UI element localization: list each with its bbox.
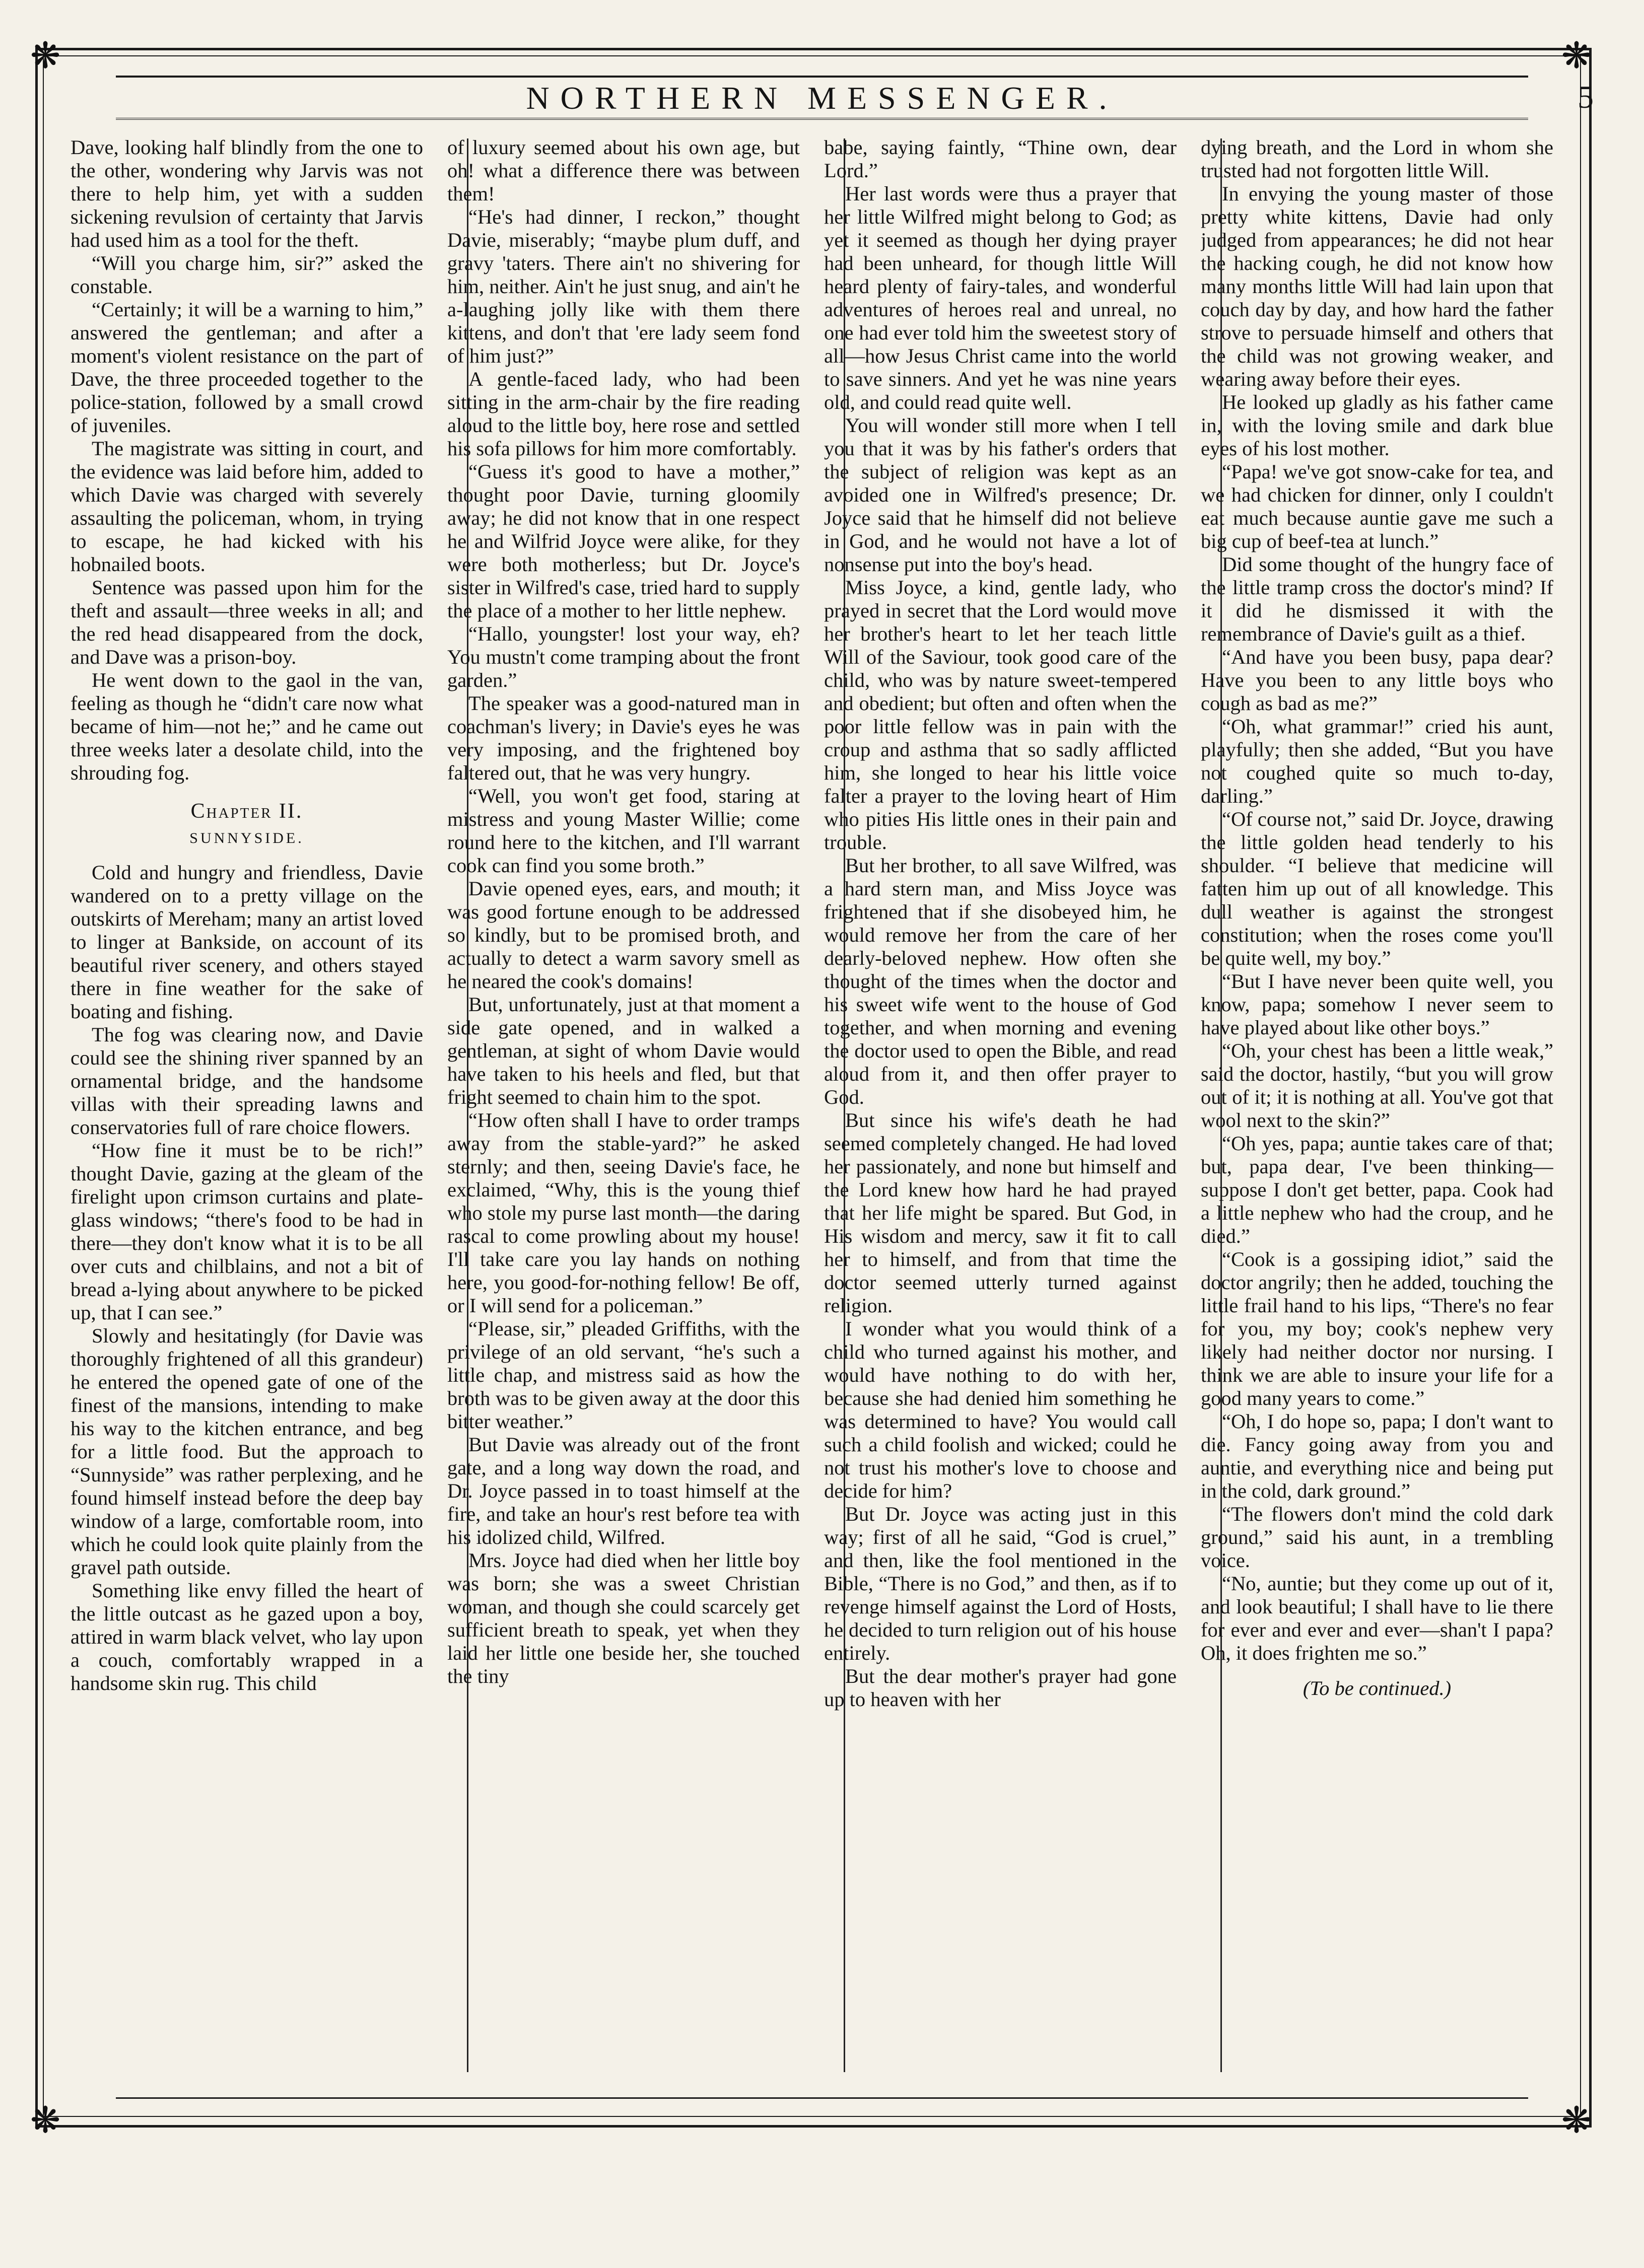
- to-be-continued: (To be continued.): [1303, 1677, 1452, 1699]
- paragraph: “And have you been busy, papa dear? Have you been to any little boys who cough as bad as me?”: [1201, 646, 1553, 715]
- paragraph: “How fine it must be to be rich!” thought Davie, gazing at the gleam of the firelight upon crimson curtains and plate-glass windows; “there's food to be had in there—they don't know what it is to be all over cuts and chilblains, and not a bit of bread a-lying about anywhere to be picked up, that I can see.”: [71, 1139, 423, 1324]
- paragraph: He went down to the gaol in the van, feeling as though he “didn't care now what became of him—not he;” and he came out three weeks later a desolate child, into the shrouding fog.: [71, 669, 423, 784]
- paragraph: “Cook is a gossiping idiot,” said the doctor angrily; then he added, touching the little frail hand to his lips, “There's no fear for you, my boy; cook's nephew very likely had neither doctor nor nursing. I think we are able to insure your life for a good many years to come.”: [1201, 1248, 1553, 1409]
- paragraph: But Dr. Joyce was acting just in this way; first of all he said, “God is cruel,” and then, like the fool mentioned in the Bible, “There is no God,” and then, as if to revenge himself against the Lord of Hosts, he decided to turn religion out of his house entirely.: [824, 1503, 1177, 1664]
- paragraph: “Papa! we've got snow-cake for tea, and we had chicken for dinner, only I couldn't eat much because auntie gave me such a big cup of beef-tea at lunch.”: [1201, 460, 1553, 552]
- paragraph: The fog was clearing now, and Davie could see the shining river spanned by an ornamental bridge, and the handsome villas with their spreading lawns and conservatories full of rare choice flowers.: [71, 1023, 423, 1139]
- paragraph: I wonder what you would think of a child who turned against his mother, and would have nothing to do with her, because she had denied him something he was determined to have? You would call such a child foolish and wicked; could he not trust his mother's love to choose and decide for him?: [824, 1317, 1177, 1502]
- paragraph: “How often shall I have to order tramps away from the stable-yard?” he asked sternly; and then, seeing Davie's face, he exclaimed, “Why, this is the young thief who stole my purse last month—the daring rascal to come prowling about my house! I'll take care you lay hands on nothing here, you good-for-nothing fellow! Be off, or I will send for a policeman.”: [447, 1109, 800, 1317]
- paragraph: dying breath, and the Lord in whom she trusted had not forgotten little Will.: [1201, 136, 1553, 182]
- page-title: NORTHERN MESSENGER.: [526, 80, 1118, 116]
- bottom-rule: [116, 2097, 1528, 2099]
- paragraph: “Hallo, youngster! lost your way, eh? You mustn't come tramping about the front garden.”: [447, 622, 800, 691]
- corner-ornament-icon: ❋: [30, 2099, 61, 2141]
- text-column: [447, 136, 800, 2075]
- paragraph: “But I have never been quite well, you know, papa; somehow I never seem to have played about like other boys.”: [1201, 970, 1553, 1039]
- paragraph: Mrs. Joyce had died when her little boy was born; she was a sweet Christian woman, and though she could scarcely get sufficient breath to speak, yet when they laid her little one beside her, she touched the tiny: [447, 1549, 800, 1687]
- paragraph: “Oh, I do hope so, papa; I don't want to die. Fancy going away from you and auntie, and everything nice and being put in the cold, dark ground.”: [1201, 1410, 1553, 1502]
- paragraph: But Davie was already out of the front gate, and a long way down the road, and Dr. Joyce passed in to toast himself at the fire, and take an hour's rest before tea with his idolized child, Wilfred.: [447, 1433, 800, 1548]
- paragraph: A gentle-faced lady, who had been sitting in the arm-chair by the fire reading aloud to the little boy, here rose and settled his sofa pillows for him more comfortably.: [447, 368, 800, 460]
- masthead: [116, 76, 1594, 120]
- paragraph: Did some thought of the hungry face of the little tramp cross the doctor's mind? If it did he dismissed it with the remembrance of Davie's guilt as a thief.: [1201, 553, 1553, 645]
- paragraph: But her brother, to all save Wilfred, was a hard stern man, and Miss Joyce was frightened that if she disobeyed him, he would remove her from the care of her dearly-beloved nephew. How often she thought of the times when the doctor and his sweet wife went to the house of God together, and when morning and evening the doctor used to open the Bible, and read aloud from it, and then offer prayer to God.: [824, 854, 1177, 1108]
- text-column: [824, 136, 1177, 2075]
- paragraph: Sentence was passed upon him for the theft and assault—three weeks in all; and the red head disappeared from the dock, and Dave was a prison-boy.: [71, 576, 423, 668]
- page-number: 5: [1578, 79, 1594, 115]
- paragraph: “Will you charge him, sir?” asked the constable.: [71, 252, 423, 298]
- paragraph: babe, saying faintly, “Thine own, dear Lord.”: [824, 136, 1177, 182]
- paragraph: “Oh yes, papa; auntie takes care of that; but, papa dear, I've been thinking—suppose I don't get better, papa. Cook had a little nephew who had the croup, and he died.”: [1201, 1132, 1553, 1247]
- corner-ornament-icon: ❋: [30, 34, 61, 77]
- paragraph: The magistrate was sitting in court, and the evidence was laid before him, added to which Davie was charged with severely assaulting the policeman, whom, in trying to escape, he had kicked with his hobnailed boots.: [71, 437, 423, 576]
- paragraph: Something like envy filled the heart of the little outcast as he gazed upon a boy, attired in warm black velvet, who lay upon a couch, comfortably wrapped in a handsome skin rug. This child: [71, 1579, 423, 1694]
- paragraph: “Please, sir,” pleaded Griffiths, with the privilege of an old servant, “he's such a little chap, and mistress said as how the broth was to be given away at the door this bitter weather.”: [447, 1317, 800, 1433]
- paragraph: But, unfortunately, just at that moment a side gate opened, and in walked a gentleman, at sight of whom Davie would have taken to his heels and fled, but that fright seemed to chain him to the spot.: [447, 993, 800, 1108]
- paragraph: Cold and hungry and friendless, Davie wandered on to a pretty village on the outskirts of Mereham; many an artist loved to linger at Bankside, on account of its beautiful river scenery, and others stayed there in fine weather for the sake of boating and fishing.: [71, 861, 423, 1023]
- corner-ornament-icon: ❋: [1561, 2099, 1592, 2141]
- paragraph: You will wonder still more when I tell you that it was by his father's orders that the subject of religion was kept as an avoided one in Wilfred's presence; Dr. Joyce said that he himself did not believe in God, and he would not have a lot of nonsense put into the boy's head.: [824, 414, 1177, 576]
- paragraph: “Guess it's good to have a mother,” thought poor Davie, turning gloomily away; he did not know that in one respect he and Wilfrid Joyce were alike, for they were both motherless; but Dr. Joyce's sister in Wilfred's case, tried hard to supply the place of a mother to her little nephew.: [447, 460, 800, 622]
- paragraph: “Certainly; it will be a warning to him,” answered the gentleman; and after a moment's violent resistance on the part of Dave, the three proceeded together to the police-station, followed by a small crowd of juveniles.: [71, 298, 423, 437]
- paragraph: “The flowers don't mind the cold dark ground,” said his aunt, in a trembling voice.: [1201, 1503, 1553, 1572]
- corner-ornament-icon: ❋: [1561, 34, 1592, 77]
- paragraph: “Of course not,” said Dr. Joyce, drawing the little golden head tenderly to his shoulder. “I believe that medicine will fatten him up out of all knowledge. This dull weather is against the strongest constitution; when the roses come you'll be quite well, my boy.”: [1201, 808, 1553, 969]
- paragraph: “Well, you won't get food, staring at mistress and young Master Willie; come round here to the kitchen, and I'll warrant cook can find you some broth.”: [447, 785, 800, 877]
- paragraph: “Oh, your chest has been a little weak,” said the doctor, hastily, “but you will grow out of it; it is nothing at all. You've got that wool next to the skin?”: [1201, 1039, 1553, 1131]
- paragraph: Dave, looking half blindly from the one to the other, wondering why Jarvis was not there to help him, yet with a sudden sickening revulsion of certainty that Jarvis had used him as a tool for the theft.: [71, 136, 423, 251]
- text-column: [1201, 136, 1553, 2075]
- paragraph: Miss Joyce, a kind, gentle lady, who prayed in secret that the Lord would move her brother's heart to let her teach little Will of the Saviour, took good care of the child, who was by nature sweet-tempered and obedient; but often and often when the poor little fellow was in pain with the croup and asthma that so sadly afflicted him, she longed to hear his little voice falter a prayer to the loving heart of Him who pities His little ones in their pain and trouble.: [824, 576, 1177, 854]
- text-column: [71, 136, 423, 2075]
- chapter-subheading: SUNNYSIDE.: [189, 830, 304, 846]
- paragraph: “No, auntie; but they come up out of it, and look beautiful; I shall have to lie there for ever and ever and ever—shan't I papa? Oh, it does frighten me so.”: [1201, 1572, 1553, 1664]
- paragraph: But the dear mother's prayer had gone up to heaven with her: [824, 1665, 1177, 1711]
- paragraph: But since his wife's death he had seemed completely changed. He had loved her passionately, and none but himself and the Lord knew how hard he had prayed that her life might be spared. But God, in His wisdom and mercy, saw it fit to call her to himself, and from that time the doctor seemed utterly turned against religion.: [824, 1109, 1177, 1317]
- paragraph: Her last words were thus a prayer that her little Wilfred might belong to God; as yet it seemed as though her dying prayer had been unheard, for though little Will heard plenty of fairy-tales, and wonderful adventures of heroes real and unreal, no one had ever told him the sweetest story of all—how Jesus Christ came into the world to save sinners. And yet he was nine years old, and could read quite well.: [824, 182, 1177, 413]
- paragraph: “Oh, what grammar!” cried his aunt, playfully; then she added, “But you have not coughed quite so much to-day, darling.”: [1201, 715, 1553, 807]
- paragraph: The speaker was a good-natured man in coachman's livery; in Davie's eyes he was very imposing, and the frightened boy faltered out, that he was very hungry.: [447, 692, 800, 784]
- paragraph: In envying the young master of those pretty white kittens, Davie had only judged from appearances; he did not hear the hacking cough, he did not know how many months little Will had lain upon that couch day by day, and how hard the father strove to persuade himself and others that the child was not growing weaker, and wearing away before their eyes.: [1201, 182, 1553, 390]
- chapter-heading: Chapter II.: [190, 800, 303, 823]
- paragraph: “He's had dinner, I reckon,” thought Davie, miserably; “maybe plum duff, and gravy 'taters. There ain't no shivering for him, neither. Ain't he just snug, and ain't he a-laughing jolly like with them there kittens, and don't that 'ere lady seem fond of him just?”: [447, 205, 800, 367]
- paragraph: Davie opened eyes, ears, and mouth; it was good fortune enough to be addressed so kindly, but to be promised broth, and actually to detect a warm savory smell as he neared the cook's domains!: [447, 877, 800, 993]
- paragraph: of luxury seemed about his own age, but oh! what a difference there was between them!: [447, 136, 800, 205]
- article-body: [71, 136, 1577, 2075]
- paragraph: Slowly and hesitatingly (for Davie was thoroughly frightened of all this grandeur) he entered the opened gate of one of the finest of the mansions, intending to make his way to the kitchen entrance, and beg for a little food. But the approach to “Sunnyside” was rather perplexing, and he found himself instead before the deep bay window of a large, comfortable room, into which he could look quite plainly from the gravel path outside.: [71, 1324, 423, 1579]
- paragraph: He looked up gladly as his father came in, with the loving smile and dark blue eyes of his lost mother.: [1201, 391, 1553, 460]
